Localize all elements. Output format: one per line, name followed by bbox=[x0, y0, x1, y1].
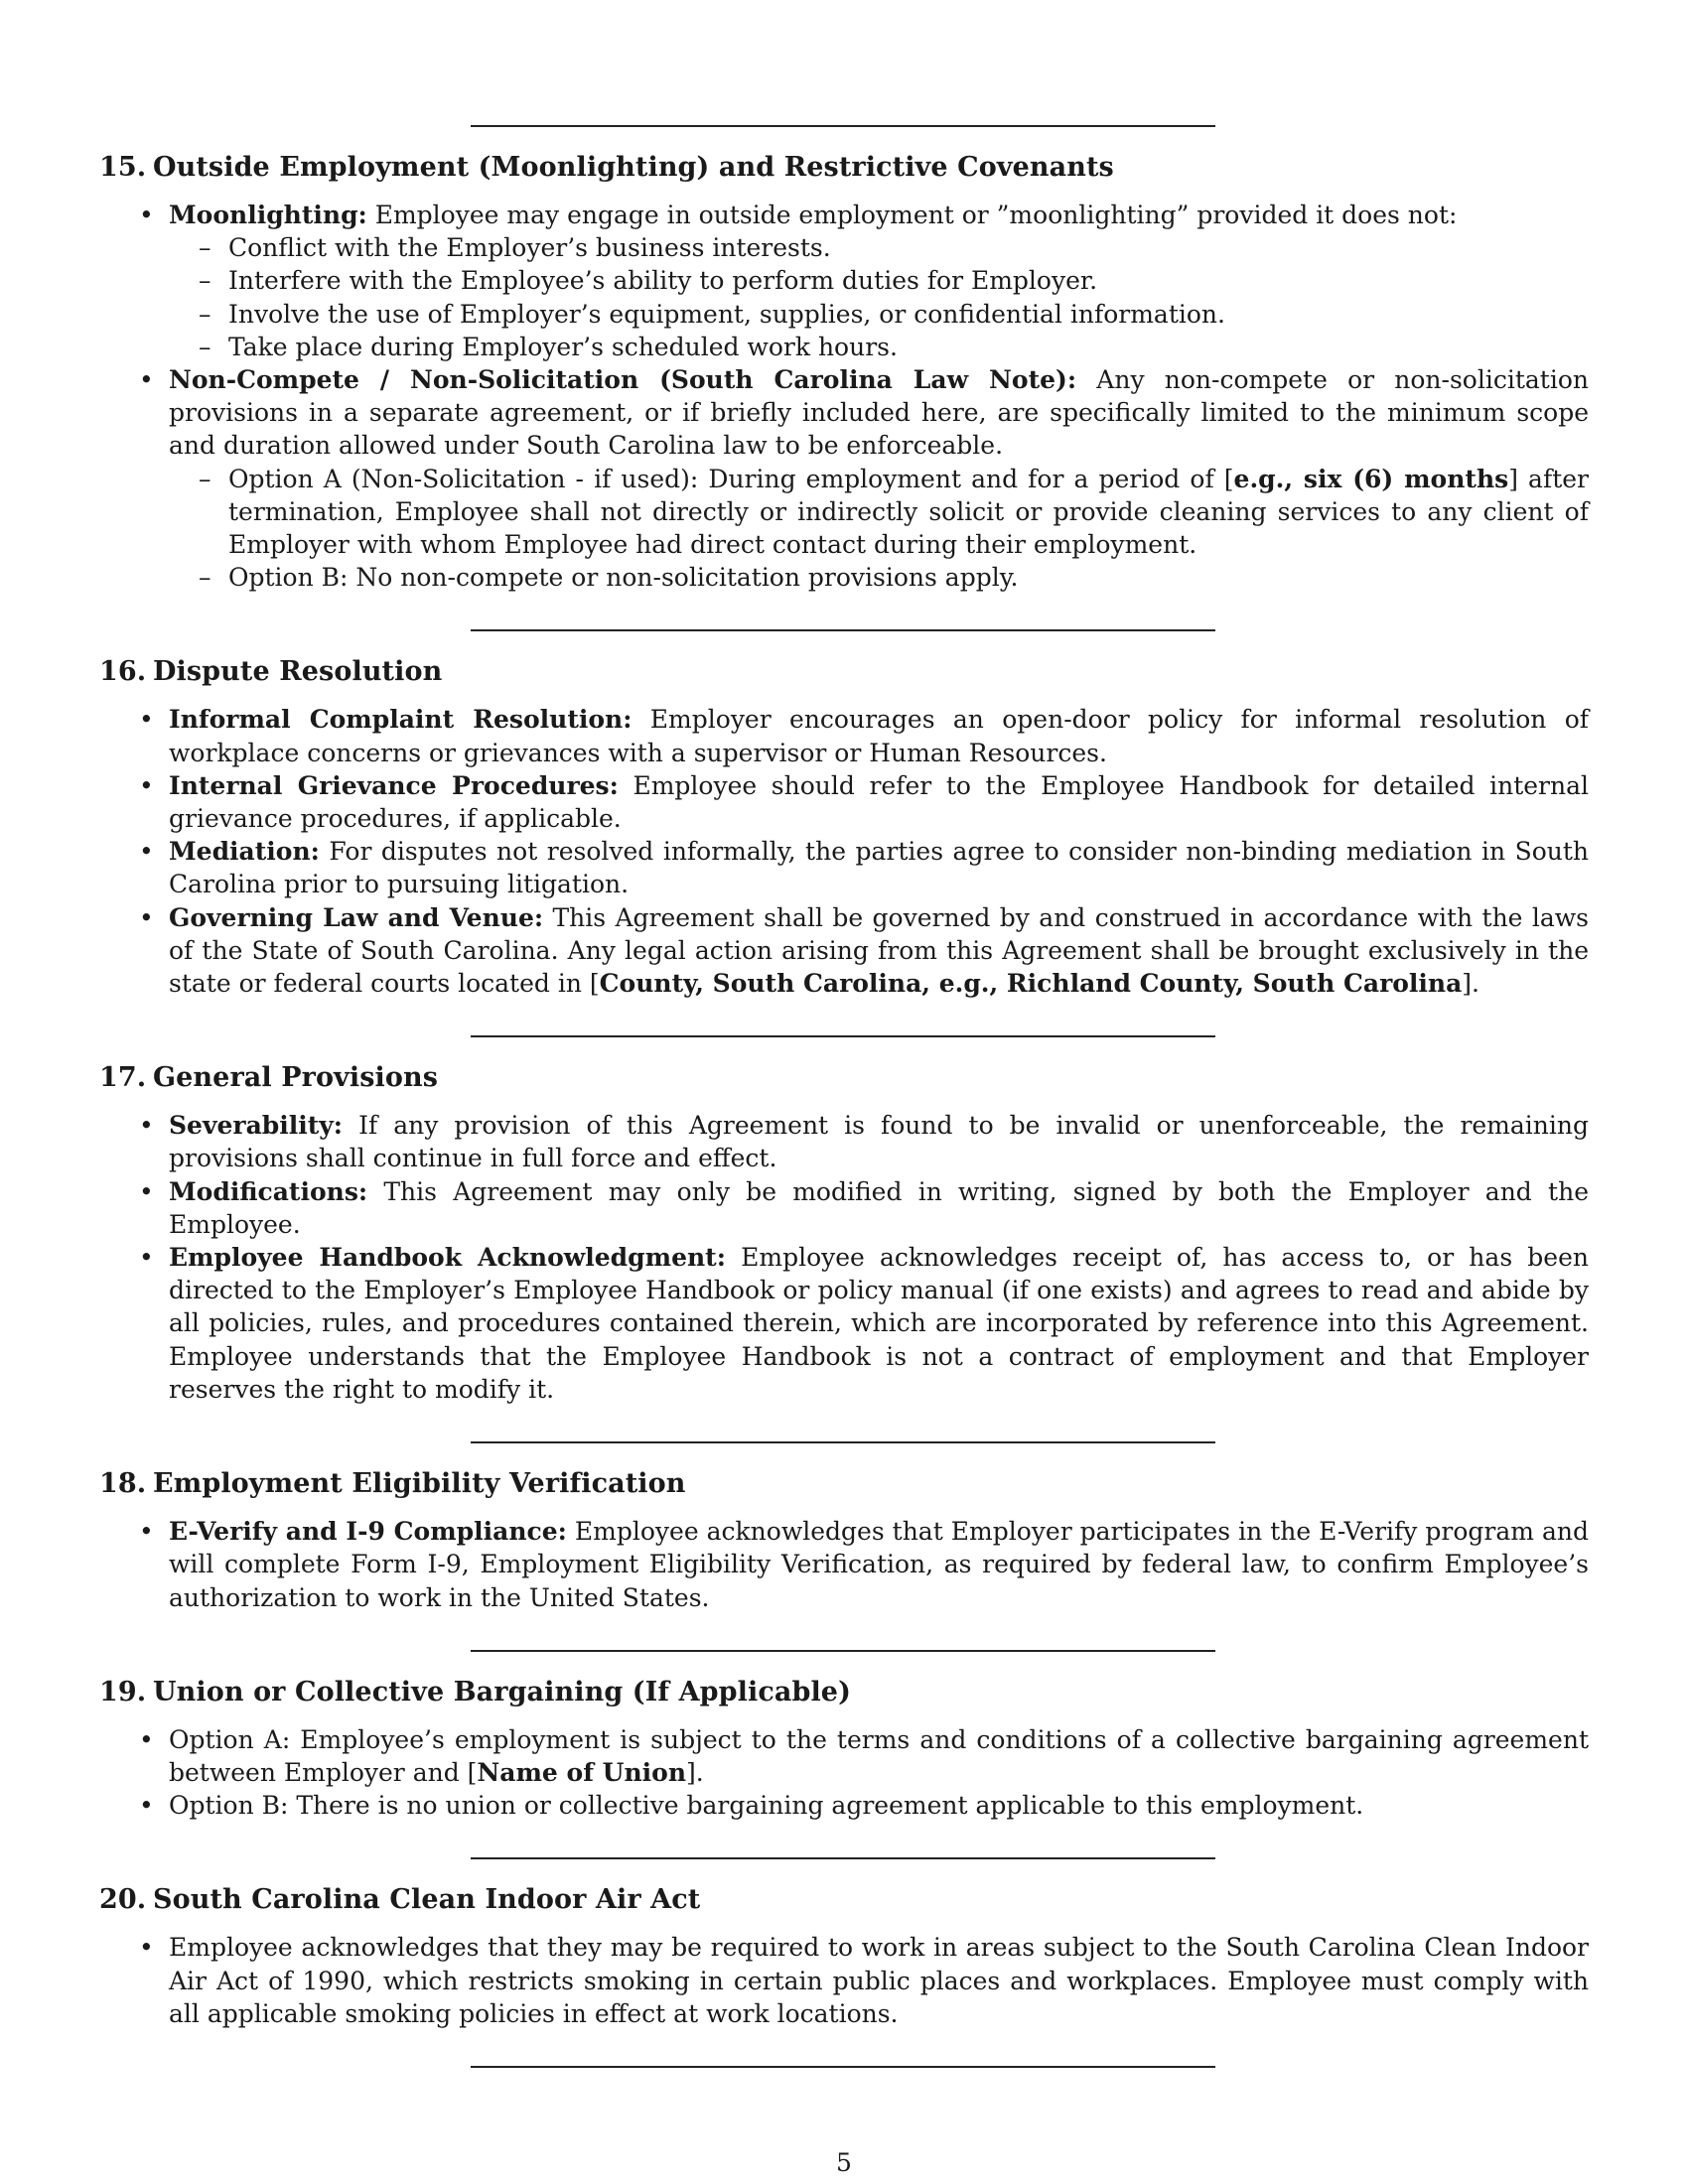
section-heading-19 bbox=[99, 1676, 1589, 1709]
item-label: Informal Complaint Resolution: bbox=[169, 705, 633, 735]
section-divider bbox=[471, 1441, 1215, 1443]
section-number: 17. bbox=[99, 1062, 147, 1094]
section-title: South Carolina Clean Indoor Air Act bbox=[153, 1884, 701, 1916]
list-item bbox=[99, 1241, 1589, 1406]
placeholder-bold: Name of Union bbox=[477, 1757, 686, 1787]
dash-icon: – bbox=[199, 464, 211, 493]
list-item bbox=[99, 1515, 1589, 1614]
list-item bbox=[99, 363, 1589, 594]
section-divider bbox=[471, 1035, 1215, 1037]
section-list-18 bbox=[99, 1515, 1589, 1614]
item-tail: ]. bbox=[686, 1757, 704, 1787]
section-list-17 bbox=[99, 1109, 1589, 1406]
bullet-icon: • bbox=[139, 1933, 154, 1963]
item-text: Employee should refer to the Employee Handbook for detailed internal grievance procedures, if applicable. bbox=[169, 770, 1589, 834]
bullet-icon: • bbox=[139, 770, 154, 800]
list-item bbox=[99, 1931, 1589, 2030]
list-item bbox=[99, 901, 1589, 1001]
placeholder-bold: County, South Carolina, e.g., Richland County, South Carolina bbox=[599, 969, 1463, 999]
list-item bbox=[99, 1175, 1589, 1241]
section-number: 16. bbox=[99, 656, 147, 688]
section-title: General Provisions bbox=[153, 1062, 439, 1094]
bullet-icon: • bbox=[139, 1724, 154, 1754]
section-divider bbox=[471, 1857, 1215, 1859]
dash-icon: – bbox=[199, 563, 211, 593]
section-title: Union or Collective Bargaining (If Applicable) bbox=[153, 1676, 851, 1707]
bullet-icon: • bbox=[139, 365, 154, 395]
bullet-icon: • bbox=[139, 902, 154, 932]
sub-item-text: Option A (Non-Solicitation - if used): During employment and for a period of [ bbox=[228, 464, 1234, 493]
item-text: Employee acknowledges that they may be required to work in areas subject to the South Carolina Clean Indoor Air Act of 1990, which restricts smoking in certain public places and workplaces. Employee must comply with all applicable smoking policies in effect at work locations. bbox=[169, 1933, 1589, 2028]
sub-list bbox=[169, 231, 1589, 363]
item-label: Modifications: bbox=[169, 1176, 368, 1206]
section-divider bbox=[471, 125, 1215, 127]
document-page bbox=[99, 0, 1589, 2068]
section-heading-16 bbox=[99, 655, 1589, 689]
list-item bbox=[99, 1109, 1589, 1174]
section-title: Dispute Resolution bbox=[153, 656, 443, 688]
item-label: Employee Handbook Acknowledgment: bbox=[169, 1243, 726, 1273]
item-text: This Agreement shall be governed by and construed in accordance with the laws of the State of South Carolina. Any legal action arising from this Agreement shall be brought exclusively in the state or federal courts located in [ bbox=[169, 902, 1590, 999]
list-item bbox=[99, 1789, 1589, 1822]
section-title: Outside Employment (Moonlighting) and Restrictive Covenants bbox=[153, 152, 1114, 183]
item-text: Employee acknowledges receipt of, has access to, or has been directed to the Employer’s Employee Handbook or policy manual (if one exists) and agrees to read and abide by all policies, rules, and procedures contained therein, which are incorporated by reference into this Agreement. Employee understands that the Employee Handbook is not a contract of employment and that Employer reserves the right to modify it. bbox=[169, 1243, 1589, 1404]
dash-icon: – bbox=[199, 332, 211, 361]
bullet-icon: • bbox=[139, 1243, 154, 1273]
section-divider bbox=[471, 2066, 1215, 2068]
list-item bbox=[99, 835, 1589, 900]
bullet-icon: • bbox=[139, 705, 154, 735]
item-text: Option A: Employee’s employment is subject to the terms and conditions of a collective bargaining agreement between Employer and [ bbox=[169, 1724, 1589, 1787]
dash-icon: – bbox=[199, 266, 211, 296]
item-label: E-Verify and I-9 Compliance: bbox=[169, 1517, 567, 1547]
item-text: Employee may engage in outside employment or ”moonlighting” provided it does not: bbox=[366, 201, 1458, 229]
sub-list-item bbox=[169, 331, 1589, 363]
item-text: Employer encourages an open-door policy for informal resolution of workplace concerns or grievances with a supervisor or Human Resources. bbox=[169, 705, 1589, 767]
list-item bbox=[99, 199, 1589, 363]
sub-list-item bbox=[169, 298, 1589, 331]
list-item bbox=[99, 1723, 1589, 1789]
sub-list-item bbox=[169, 561, 1589, 594]
section-number: 15. bbox=[99, 152, 147, 183]
sub-list-item bbox=[169, 463, 1589, 562]
section-list-19 bbox=[99, 1723, 1589, 1823]
bullet-icon: • bbox=[139, 201, 154, 229]
section-number: 18. bbox=[99, 1468, 147, 1500]
section-heading-18 bbox=[99, 1467, 1589, 1501]
page-number: 5 bbox=[836, 2148, 852, 2177]
sub-item-text: Conflict with the Employer’s business interests. bbox=[228, 233, 831, 263]
sub-item-text: Option B: No non-compete or non-solicitation provisions apply. bbox=[228, 563, 1019, 593]
section-heading-17 bbox=[99, 1061, 1589, 1095]
dash-icon: – bbox=[199, 299, 211, 329]
section-heading-20 bbox=[99, 1883, 1589, 1917]
bullet-icon: • bbox=[139, 1517, 154, 1547]
dash-icon: – bbox=[199, 233, 211, 263]
section-divider bbox=[471, 1650, 1215, 1652]
item-label: Governing Law and Venue: bbox=[169, 902, 544, 932]
item-label: Severability: bbox=[169, 1111, 344, 1141]
list-item bbox=[99, 703, 1589, 768]
item-text: Employee acknowledges that Employer participates in the E-Verify program and will complete Form I-9, Employment Eligibility Verification, as required by federal law, to confirm Employee’s authorization to work in the United States. bbox=[169, 1517, 1589, 1612]
sub-list-item bbox=[169, 231, 1589, 264]
item-text: If any provision of this Agreement is found to be invalid or unenforceable, the remaining provisions shall continue in full force and effect. bbox=[169, 1111, 1589, 1173]
item-text: For disputes not resolved informally, the parties agree to consider non-binding mediation in South Carolina prior to pursuing litigation. bbox=[169, 837, 1589, 899]
section-number: 19. bbox=[99, 1676, 147, 1707]
sub-list-item bbox=[169, 264, 1589, 297]
section-list-16 bbox=[99, 703, 1589, 1000]
placeholder-bold: e.g., six (6) months bbox=[1233, 464, 1509, 493]
section-list-15 bbox=[99, 199, 1589, 594]
bullet-icon: • bbox=[139, 837, 154, 867]
section-divider bbox=[471, 629, 1215, 631]
section-number: 20. bbox=[99, 1884, 147, 1916]
item-label: Mediation: bbox=[169, 837, 320, 867]
item-tail: ]. bbox=[1462, 969, 1479, 999]
sub-item-text: Interfere with the Employee’s ability to perform duties for Employer. bbox=[228, 266, 1098, 296]
sub-item-text: Involve the use of Employer’s equipment, supplies, or confidential information. bbox=[228, 299, 1225, 329]
sub-item-text: ] after termination, Employee shall not directly or indirectly solicit or provide cleaning services to any client of Employer with whom Employee had direct contact during their employment. bbox=[228, 464, 1589, 560]
item-label: Moonlighting: bbox=[169, 201, 367, 229]
item-label: Internal Grievance Procedures: bbox=[169, 770, 619, 800]
list-item bbox=[99, 769, 1589, 835]
sub-item-text: Take place during Employer’s scheduled work hours. bbox=[228, 332, 898, 361]
item-label: Non-Compete / Non-Solicitation (South Carolina Law Note): bbox=[169, 365, 1077, 395]
section-heading-15 bbox=[99, 151, 1589, 185]
bullet-icon: • bbox=[139, 1791, 154, 1821]
bullet-icon: • bbox=[139, 1111, 154, 1141]
item-text: Any non-compete or non-solicitation provisions in a separate agreement, or if briefly included here, are specifically limited to the minimum scope and duration allowed under South Carolina law to be enforceable. bbox=[169, 365, 1589, 461]
sub-list bbox=[169, 463, 1589, 595]
bullet-icon: • bbox=[139, 1176, 154, 1206]
item-text: Option B: There is no union or collective bargaining agreement applicable to this employment. bbox=[169, 1791, 1364, 1821]
item-text: This Agreement may only be modified in writing, signed by both the Employer and the Employee. bbox=[169, 1176, 1589, 1239]
section-title: Employment Eligibility Verification bbox=[153, 1468, 686, 1500]
section-list-20 bbox=[99, 1931, 1589, 2030]
